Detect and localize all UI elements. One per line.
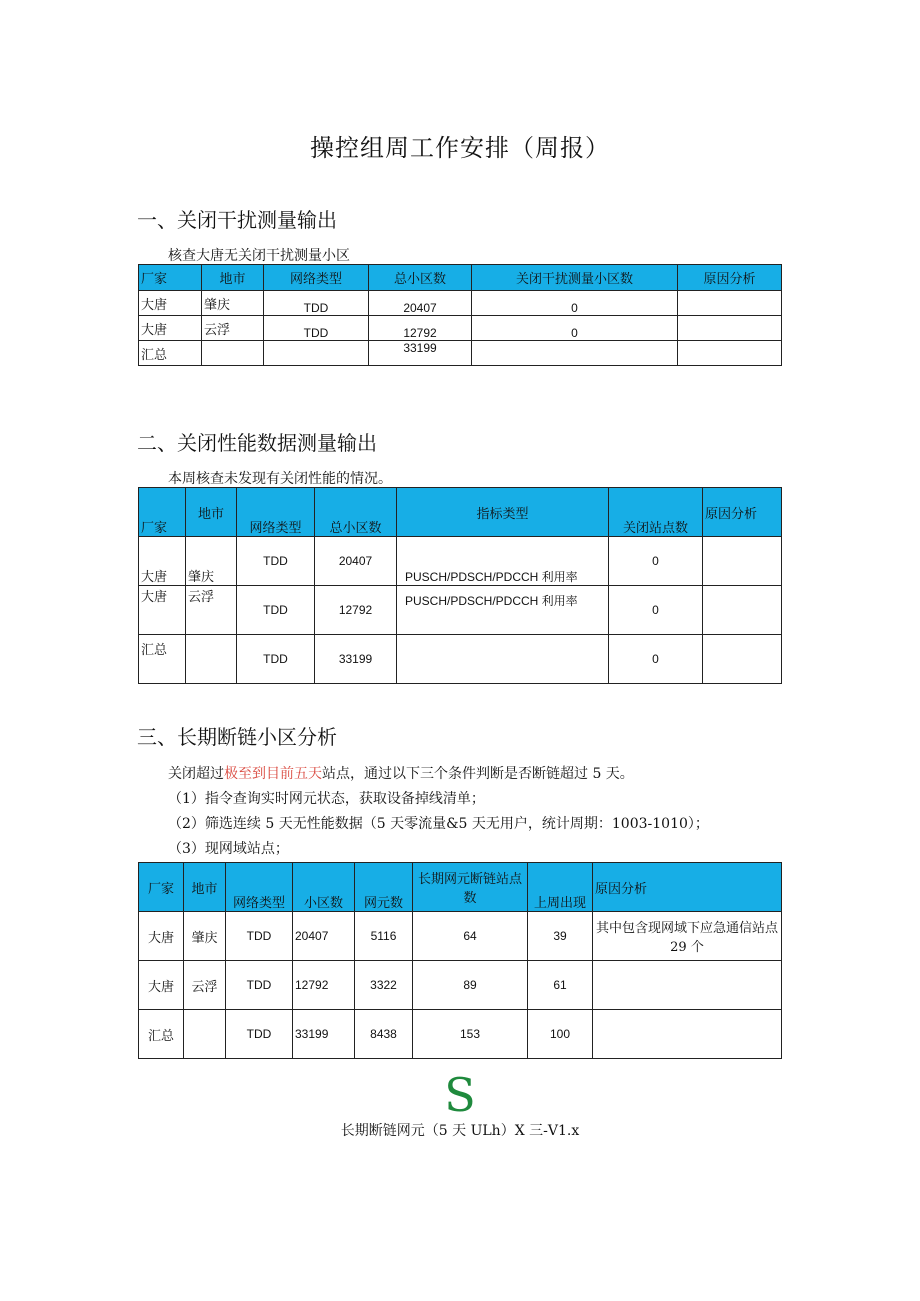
table-row [139, 316, 782, 341]
cell-network: TDD [237, 635, 315, 684]
cell-reason [678, 316, 782, 341]
cell-total: 33199 [315, 635, 397, 684]
table-row [139, 291, 782, 316]
cell-reason [703, 635, 782, 684]
cell-closed: 0 [472, 316, 678, 341]
cell-cells: 20407 [293, 912, 355, 961]
header-cell: 小区数 [293, 863, 355, 912]
cell-network [264, 341, 369, 366]
header-cell: 总小区数 [369, 265, 472, 291]
section2-heading: 二、关闭性能数据测量输出 [137, 431, 377, 455]
cell-total: 12792 [315, 586, 397, 635]
cell-disconnected: 64 [413, 912, 528, 961]
intro-text: 关闭超过 [168, 766, 224, 782]
cell-closed: 0 [609, 537, 703, 586]
table-row [139, 912, 782, 961]
header-cell: 地市 [202, 265, 264, 291]
header-cell: 网络类型 [264, 265, 369, 291]
page-title: 操控组周工作安排（周报） [310, 134, 610, 162]
cell-city [184, 1010, 226, 1059]
table-header [139, 488, 782, 537]
cell-city: 肇庆 [184, 912, 226, 961]
cell-closed: 0 [472, 291, 678, 316]
cell-total: 20407 [369, 291, 472, 316]
cell-network: TDD [226, 1010, 293, 1059]
section3-intro [168, 763, 634, 783]
table-row [139, 537, 782, 586]
cell-elements: 3322 [355, 961, 413, 1010]
header-cell: 原因分析 [593, 863, 782, 912]
cell-network: TDD [226, 912, 293, 961]
cell-vendor: 汇总 [139, 635, 186, 684]
condition-3: （3）现网域站点； [168, 841, 289, 857]
header-cell: 上周出现 [528, 863, 593, 912]
section1-heading: 一、关闭干扰测量输出 [137, 208, 337, 232]
header-cell: 总小区数 [315, 488, 397, 537]
cell-last-week: 100 [528, 1010, 593, 1059]
cell-reason [703, 586, 782, 635]
cell-network: TDD [226, 961, 293, 1010]
cell-disconnected: 153 [413, 1010, 528, 1059]
table-row [139, 961, 782, 1010]
cell-total: 12792 [369, 316, 472, 341]
cell-reason [703, 537, 782, 586]
condition-1: （1）指令查询实时网元状态，获取设备掉线清单； [168, 791, 485, 807]
header-cell: 指标类型 [397, 488, 609, 537]
table-row-total [139, 341, 782, 366]
cell-last-week: 39 [528, 912, 593, 961]
cell-vendor: 大唐 [139, 586, 186, 635]
cell-reason [593, 1010, 782, 1059]
cell-total: 20407 [315, 537, 397, 586]
cell-metric: PUSCH/PDSCH/PDCCH 利用率 [397, 586, 609, 635]
cell-network: TDD [264, 291, 369, 316]
section3-heading: 三、长期断链小区分析 [137, 725, 337, 749]
cell-reason: 其中包含现网域下应急通信站点 29 个 [593, 912, 782, 961]
cell-city: 肇庆 [186, 537, 237, 586]
condition-2: （2）筛选连续 5 天无性能数据（5 天零流量&5 天无用户，统计周期：1003-1010）； [168, 816, 709, 832]
section1-note: 核查大唐无关闭干扰测量小区 [168, 248, 350, 264]
header-cell: 网络类型 [226, 863, 293, 912]
cell-vendor: 大唐 [139, 291, 202, 316]
header-cell: 厂家 [139, 488, 186, 537]
cell-city: 云浮 [184, 961, 226, 1010]
cell-vendor: 大唐 [139, 537, 186, 586]
table-interference [138, 264, 782, 366]
section2-note: 本周核查未发现有关闭性能的情况。 [168, 471, 392, 487]
header-cell: 地市 [186, 488, 237, 537]
cell-closed [472, 341, 678, 366]
cell-vendor: 大唐 [139, 961, 184, 1010]
cell-city [186, 635, 237, 684]
cell-reason [593, 961, 782, 1010]
cell-closed: 0 [609, 586, 703, 635]
cell-reason [678, 291, 782, 316]
cell-city: 肇庆 [202, 291, 264, 316]
cell-vendor: 大唐 [139, 912, 184, 961]
header-cell: 网元数 [355, 863, 413, 912]
cell-elements: 5116 [355, 912, 413, 961]
cell-vendor: 汇总 [139, 1010, 184, 1059]
header-cell: 长期网元断链站点数 [413, 863, 528, 912]
cell-network: TDD [264, 316, 369, 341]
header-cell: 关闭干扰测量小区数 [472, 265, 678, 291]
spreadsheet-attachment-icon[interactable]: S [444, 1068, 476, 1122]
table-header [139, 863, 782, 912]
cell-network: TDD [237, 537, 315, 586]
header-cell: 厂家 [139, 265, 202, 291]
cell-city: 云浮 [186, 586, 237, 635]
cell-elements: 8438 [355, 1010, 413, 1059]
cell-network: TDD [237, 586, 315, 635]
intro-text: 站点，通过以下三个条件判断是否断链超过 5 天。 [322, 766, 634, 782]
header-cell: 原因分析 [703, 488, 782, 537]
header-cell: 关闭站点数 [609, 488, 703, 537]
cell-reason [678, 341, 782, 366]
table-row [139, 586, 782, 635]
cell-city: 云浮 [202, 316, 264, 341]
header-cell: 原因分析 [678, 265, 782, 291]
cell-metric: PUSCH/PDSCH/PDCCH 利用率 [397, 537, 609, 586]
cell-city [202, 341, 264, 366]
intro-highlight: 极至到目前五天 [224, 766, 322, 782]
cell-disconnected: 89 [413, 961, 528, 1010]
header-cell: 网络类型 [237, 488, 315, 537]
cell-vendor: 汇总 [139, 341, 202, 366]
table-performance [138, 487, 782, 684]
cell-last-week: 61 [528, 961, 593, 1010]
cell-vendor: 大唐 [139, 316, 202, 341]
header-cell: 厂家 [139, 863, 184, 912]
table-header [139, 265, 782, 291]
cell-cells: 12792 [293, 961, 355, 1010]
cell-cells: 33199 [293, 1010, 355, 1059]
cell-metric [397, 635, 609, 684]
table-row-total [139, 635, 782, 684]
table-row-total [139, 1010, 782, 1059]
table-long-disconnect [138, 862, 782, 1059]
cell-closed: 0 [609, 635, 703, 684]
cell-total: 33199 [369, 341, 472, 366]
header-cell: 地市 [184, 863, 226, 912]
attachment-caption[interactable]: 长期断链网元（5 天 ULh）X 三-V1.x [340, 1123, 580, 1139]
